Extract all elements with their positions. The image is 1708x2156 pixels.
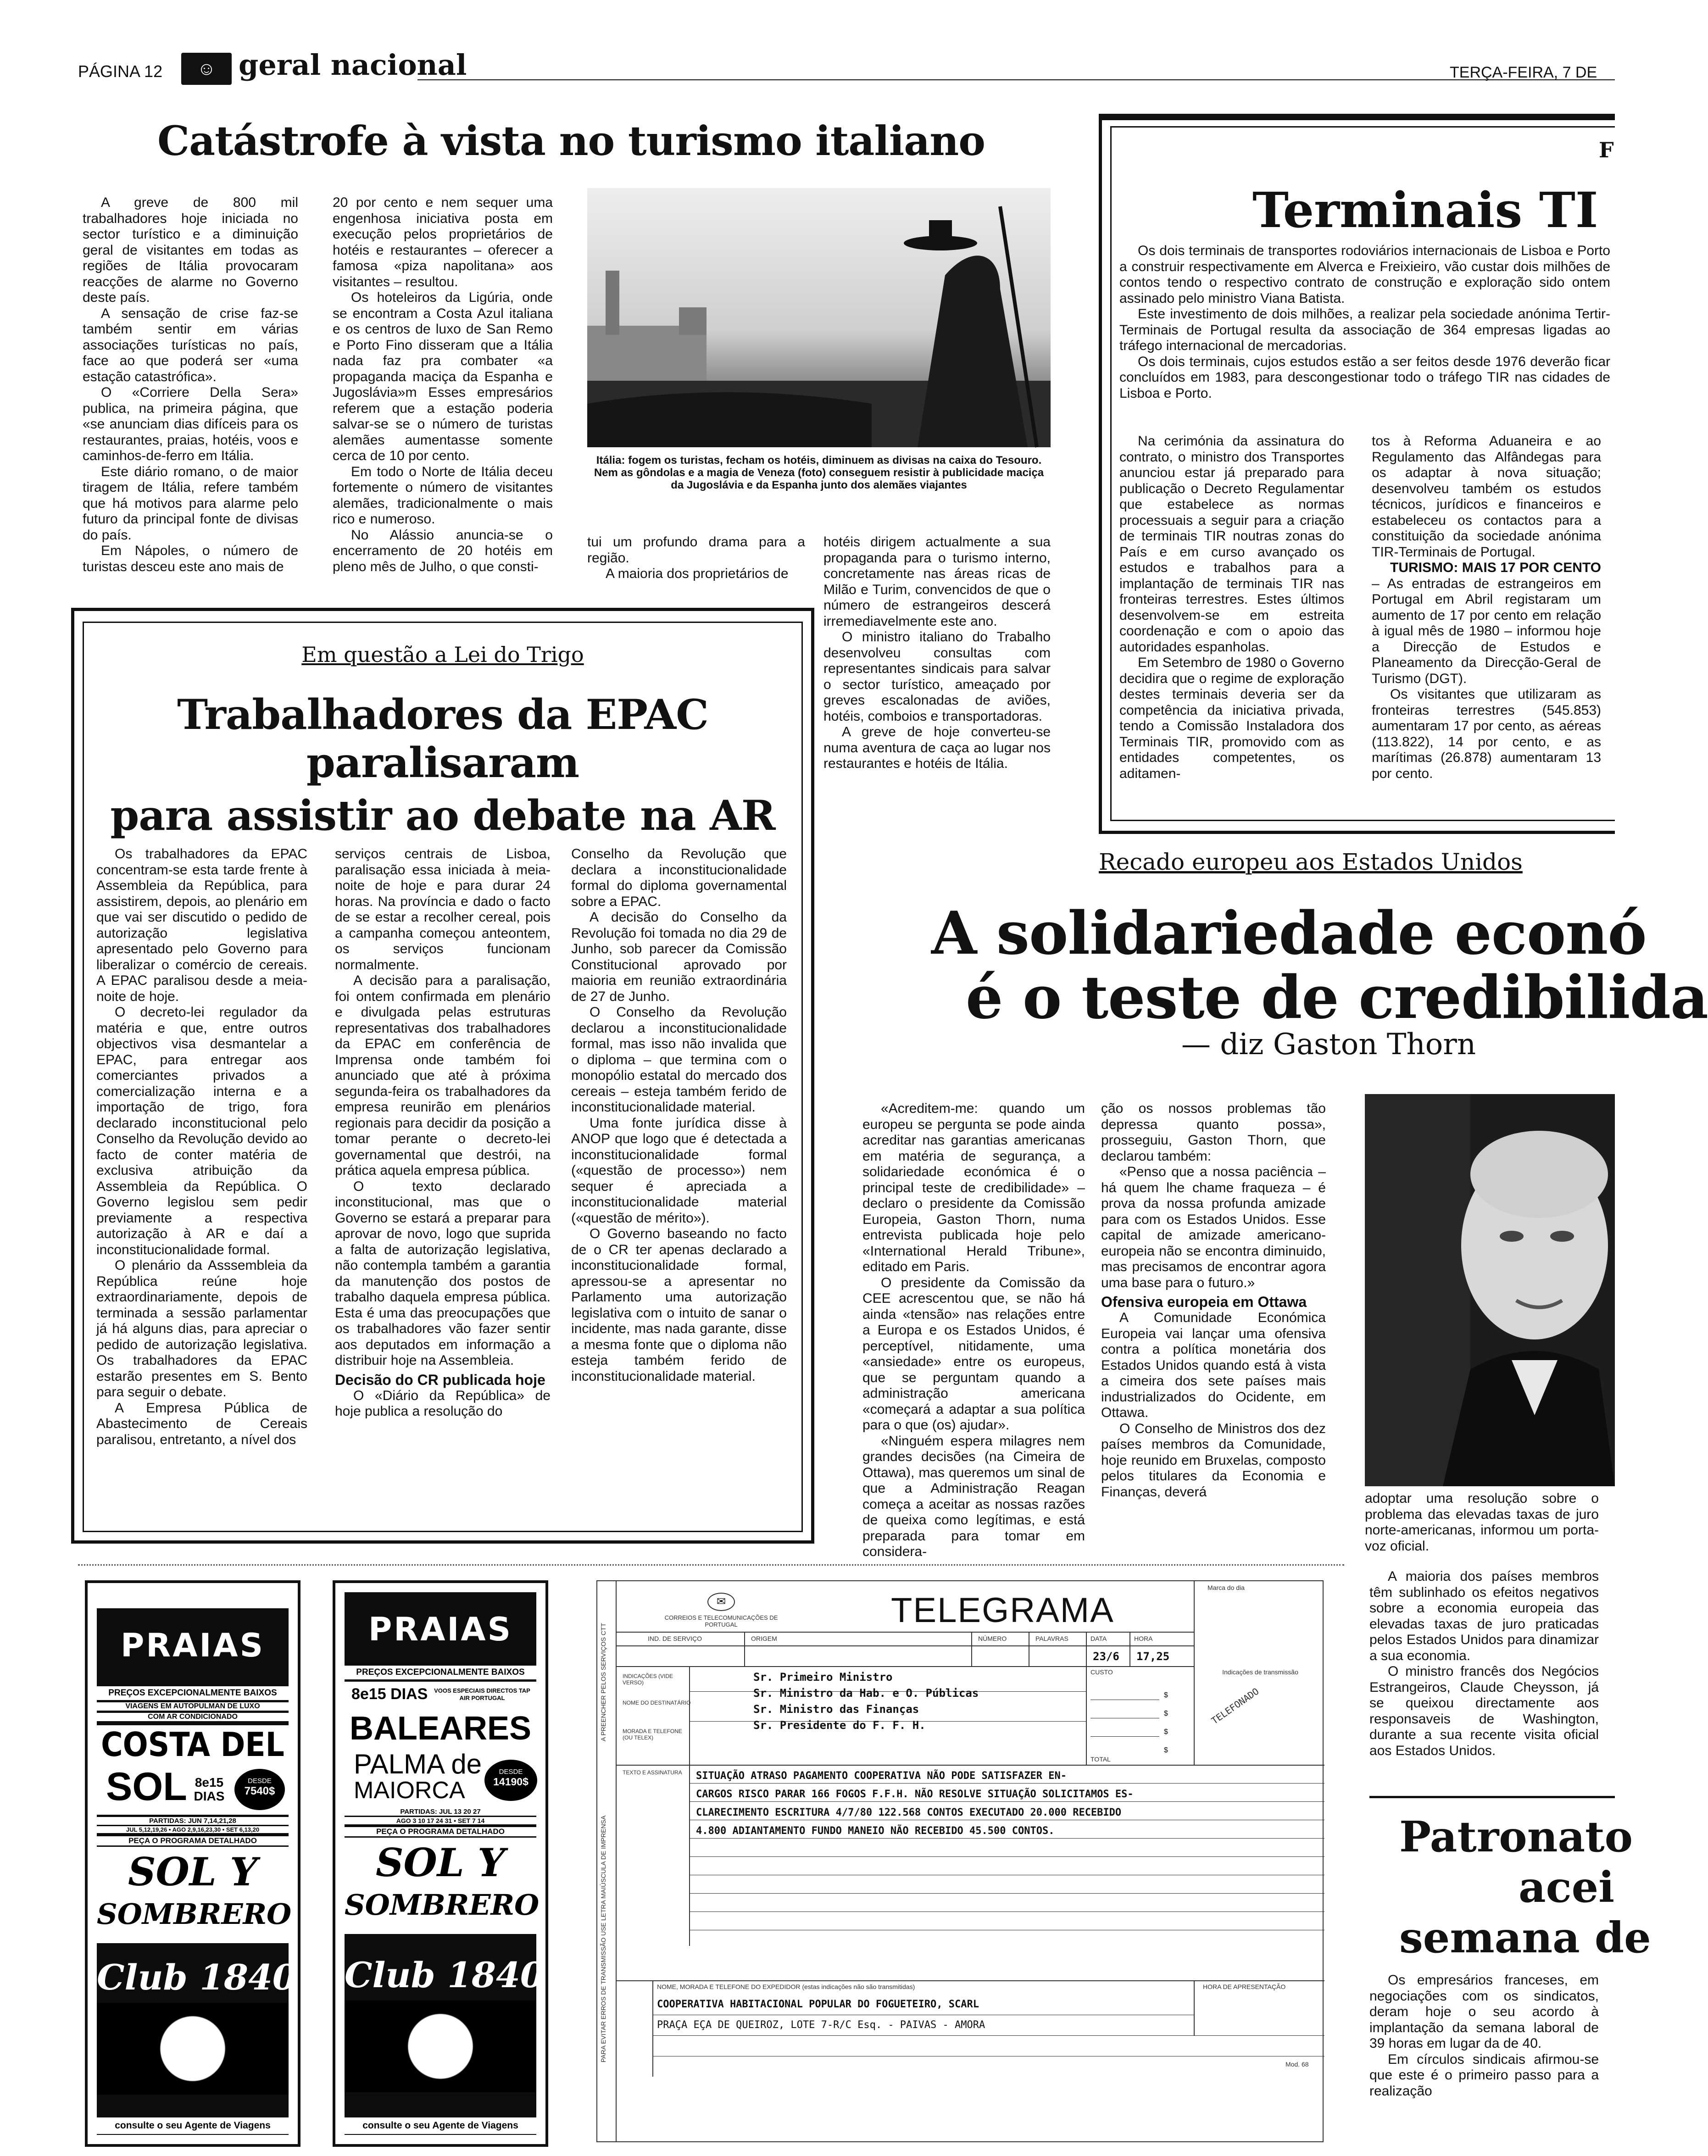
paragraph: O ministro italiano do Trabalho desenvolveu consultas com representantes sindicais para salvar o sector turístico, ameaçado por greves escalonadas de aviões, hotéis, comboios e transportadoras. <box>823 629 1051 724</box>
total-label: TOTAL <box>1090 1756 1111 1763</box>
paragraph: A greve de hoje converteu-se numa aventura de caça ao lugar nos restaurantes e hotéis de Itália. <box>823 724 1051 771</box>
paragraph: Em círculos sindicais afirmou-se que este é o primeiro passo para a realização <box>1369 2051 1599 2099</box>
marca-do-dia: Marca do dia <box>1207 1584 1245 1591</box>
telegram-form <box>596 1580 1324 2142</box>
ad-price: 7540$ <box>244 1785 275 1797</box>
ctt-logo-icon: ✉ <box>707 1593 735 1611</box>
paragraph: tui um profundo drama para a região. <box>587 534 805 566</box>
ad-brand: PRAIAS <box>368 1611 512 1648</box>
paragraph: Em Setembro de 1980 o Governo decidira que o regime de exploração destes terminais deveria ser da competência da iniciativa privada, tendo a Comissão Instaladora dos Terminais TIR, promovido com as entidades competentes, os aditamen- <box>1119 655 1344 781</box>
italy-headline: Catástrofe à vista no turismo italiano <box>157 117 985 165</box>
section-title: geral nacional <box>239 48 467 82</box>
paragraph: «Ninguém espera milagres nem grandes decisões (na Cimeira de Ottawa), mas queremos um sinal de que a Administração Reagan começa a aceitar as nossas razões de queixa como legítimas, e está preparada para tomar em considera- <box>862 1433 1085 1559</box>
ad-tagline-3: COM AR CONDICIONADO <box>97 1713 289 1721</box>
telegram-side-label-2: PARA EVITAR ERROS DE TRANSMISSÃO USE LETRA MAIÚSCULA DE IMPRENSA <box>600 1815 607 2063</box>
telegram-side-label: A PREENCHER PELOS SERVIÇOS CTT <box>600 1623 607 1742</box>
tir-corner-letter: F <box>1599 138 1614 162</box>
paragraph: 20 por cento e nem sequer uma engenhosa iniciativa posta em execução pelos proprietários de hotéis e restaurantes – oferecer a famosa «piza napolitana» aos visitantes – resultou. <box>333 195 553 289</box>
ad-tagline: PREÇOS EXCEPCIONALMENTE BAIXOS <box>345 1666 536 1679</box>
paragraph: ção os nossos problemas tão depressa quanto possa», prosseguiu, Gaston Thorn, que declarou também: <box>1101 1101 1326 1164</box>
paragraph: Em todo o Norte de Itália deceu fortemente o número de visitantes alemães, tradicionalmente o mais rico e numeroso. <box>333 464 553 527</box>
ad-program: PEÇA O PROGRAMA DETALHADO <box>97 1836 289 1845</box>
ad-club: Club 1840 <box>345 1955 545 1995</box>
epac-headline-line1: Trabalhadores da EPAC <box>177 690 708 739</box>
paragraph: tos à Reforma Aduaneira e ao Regulamento das Alfândegas para os adaptar à nova situação; desenvolveu também os estudos técnicos, jurídicos e financeiros e estabeleceu os contactos para a constituição da sociedade anónima TIR-Terminais de Portugal. <box>1372 433 1601 560</box>
ad-sol-y: SOL Y <box>375 1840 506 1885</box>
ad-club-emblem-icon <box>345 2000 536 2092</box>
ad-destination-3: MAIORCA <box>354 1777 465 1804</box>
paragraph <box>1372 560 1601 687</box>
ad-from: DESDE <box>499 1768 523 1776</box>
label-destinatario: NOME DO DESTINATÁRIO <box>623 1700 691 1706</box>
paragraph: O Conselho de Ministros dos dez países membros da Comunidade, hoje reunido em Bruxelas, composto pelos titulares da Economia e Finanças, deverá <box>1101 1421 1326 1500</box>
ad-price: 14190$ <box>493 1776 529 1788</box>
ad-dates: PARTIDAS: JUN 7,14,21,28 <box>97 1817 289 1825</box>
ads-divider <box>78 1564 1344 1566</box>
paragraph: A decisão para a paralisação, foi ontem confirmada em plenário e divulgada pelas estruturas representativas dos trabalhadores da EPAC em conferência de Imprensa onde também foi anunciado que até à próxima segunda-feira os trabalhadores da empresa reunirão em plenários regionais para decidir da posição a tomar perante o decreto-lei governamental que destrói, na prática aquela empresa pública. <box>335 973 551 1178</box>
paragraph: O presidente da Comissão da CEE acrescentou que, se não há ainda «tensão» nas relações entre a Europa e os Estados Unidos, é perceptível, nitidamente, uma «ansiedade» entre os europeus, que se perguntam quando a administração americana «começará a adaptar a sua política para o que (os) ajudar». <box>862 1275 1085 1433</box>
eu-col2 <box>1101 1101 1326 1500</box>
ad-from: DESDE <box>248 1777 272 1785</box>
expedidor-label: NOME, MORADA E TELEFONE DO EXPEDIDOR (estas indicações não são transmitidas) <box>657 1983 915 1990</box>
recipient-3: Sr. Ministro das Finanças <box>753 1703 919 1716</box>
header-data: DATA <box>1090 1635 1107 1642</box>
patronato-rule <box>1369 1796 1615 1798</box>
paragraph: Os dois terminais, cujos estudos estão a ser feitos desde 1976 deverão ficar concluídos em 1983, para descongestionar todo o tráfego TIR nas cidades de Lisboa e Porto. <box>1119 354 1610 401</box>
section-logo-icon: ☺ <box>181 53 232 85</box>
venice-photo <box>587 188 1051 447</box>
patronato-headline-line3: semana de <box>1399 1913 1651 1962</box>
expedidor-line-2: PRAÇA EÇA DE QUEIROZ, LOTE 7-R/C Esq. - PAIVAS - AMORA <box>657 2019 985 2031</box>
turismo-label: TURISMO: MAIS 17 POR CENTO <box>1390 560 1601 575</box>
telegram-text-4: 4.800 ADIANTAMENTO FUNDO MANEIO NÃO RECEBIDO 45.500 CONTOS. <box>696 1825 1055 1837</box>
ad-tagline: PREÇOS EXCEPCIONALMENTE BAIXOS <box>97 1686 289 1700</box>
cost-dollar-3: $ <box>1164 1728 1168 1736</box>
italy-col1 <box>83 195 298 575</box>
recipient-4: Sr. Presidente do F. F. H. <box>753 1719 926 1732</box>
telegram-text-3: CLARECIMENTO ESCRITURA 4/7/80 122.568 CONTOS EXECUTADO 20.000 RECEBIDO <box>696 1807 1122 1818</box>
eu-headline-line1: A solidariedade econó <box>931 899 1647 968</box>
paragraph: adoptar uma resolução sobre o problema das elevadas taxas de juro norte-americanas, informou um porta-voz oficial. <box>1365 1491 1599 1554</box>
recipient-2: Sr. Ministro da Hab. e O. Públicas <box>753 1687 979 1700</box>
expedidor-line-1: COOPERATIVA HABITACIONAL POPULAR DO FOGUETEIRO, SCARL <box>657 1999 979 2010</box>
page-date: TERÇA-FEIRA, 7 DE <box>1450 64 1597 81</box>
eu-col3 <box>1365 1491 1599 1554</box>
label-morada: MORADA E TELEFONE (OU TELEX) <box>623 1728 682 1741</box>
eu-headline-line2: é o teste de credibilida <box>966 963 1708 1032</box>
ad-brand: PRAIAS <box>120 1627 265 1664</box>
paragraph: O Conselho da Revolução declarou a inconstitucionalidade formal, mas isso não invalida que o diploma – que termina com o monopólio estatal do mercado dos cereais – esteja também ferido de inconstitucionalidade material. <box>571 1005 787 1115</box>
patronato-headline-line1: Patronato <box>1399 1812 1633 1861</box>
cost-dollar-4: $ <box>1164 1746 1168 1754</box>
telefonado-stamp: TELEFONADO <box>1209 1685 1261 1727</box>
ad-club-emblem-icon <box>97 2003 289 2095</box>
hora-apresentacao-label: HORA DE APRESENTAÇÃO <box>1203 1983 1286 1990</box>
recipient-1: Sr. Primeiro Ministro <box>753 1671 893 1684</box>
gaston-thorn-photo <box>1365 1094 1615 1486</box>
ad-sol-y: SOL Y <box>128 1849 258 1895</box>
paragraph: Em Nápoles, o número de turistas desceu este ano mais de <box>83 543 298 574</box>
ad-days: 8e15 DIAS <box>351 1685 428 1703</box>
cost-dollar-2: $ <box>1164 1710 1168 1717</box>
ad-agent: consulte o seu Agente de Viagens <box>345 2117 536 2134</box>
indicacoes-transmissao: Indicações de transmissão <box>1222 1668 1298 1676</box>
page-number: PÁGINA 12 <box>78 62 163 81</box>
ad-club: Club 1840 <box>97 1957 297 1998</box>
epac-col2 <box>335 846 551 1420</box>
paragraph: A Empresa Pública de Abastecimento de Cereais paralisou, entretanto, a nível dos <box>96 1400 307 1447</box>
epac-col1 <box>96 846 307 1448</box>
cost-dollar-1: $ <box>1164 1691 1168 1699</box>
eu-subhead: Ofensiva europeia em Ottawa <box>1101 1294 1307 1310</box>
tir-col2 <box>1372 433 1601 782</box>
header-hora: HORA <box>1134 1635 1153 1642</box>
paragraph: O «Diário da República» de hoje publica a resolução do <box>335 1388 551 1419</box>
paragraph: serviços centrais de Lisboa, paralisação essa iniciada à meia-noite de hoje e para durar 24 horas. Na província e dado o facto de se estar a recolher cereal, pois a campanha começou anteontem, os serviços funcionam normalmente. <box>335 846 551 972</box>
ad-sombrero: SOMBRERO <box>97 1897 292 1931</box>
paragraph-text: – As entradas de estrangeiros em Portugal em Abril registaram um aumento de 17 por cento em relação à igual mês de 1980 – informou hoje a Direcção de Estudos e Planeamento da Direcção-Geral de Turismo (DGT). <box>1372 576 1601 686</box>
tir-lead <box>1119 243 1610 401</box>
tir-headline: Terminais TI <box>1252 181 1598 239</box>
paragraph: Na cerimónia da assinatura do contrato, o ministro dos Transportes anunciou estar já preparado para publicação o Decreto Regulamentar que estabelece as normas processuais a seguir para a criação de terminais TIR noutras zonas do País e em curso avançado os estudos e trabalhos para a implantação de terminais TIR nas fronteiras terrestres. Estes últimos desenvolvem-se em estreita coordenação e com o apoio das autoridades espanholas. <box>1119 433 1344 655</box>
tir-col1 <box>1119 433 1344 782</box>
ad-agent: consulte o seu Agente de Viagens <box>97 2117 289 2134</box>
form-model: Mod. 68 <box>1285 2061 1309 2068</box>
italy-col4 <box>823 534 1051 772</box>
ad-dates: PARTIDAS: JUL 13 20 27 <box>345 1808 536 1816</box>
praias-ad-costa-del-sol[interactable] <box>85 1580 300 2147</box>
paragraph: A greve de 800 mil trabalhadores hoje iniciada no sector turístico e a diminuição geral de visitantes em todas as regiões de Itália provocaram reacções de alarme no Governo deste país. <box>83 195 298 305</box>
paragraph: O «Corriere Della Sera» publica, na primeira página, que «se anunciam dias difíceis para os restaurantes, praias, hotéis, voos e caminhos-de-ferro em Itália. <box>83 385 298 463</box>
header-numero: NÚMERO <box>978 1635 1007 1642</box>
ad-destination-2: PALMA de <box>354 1749 482 1779</box>
epac-headline-line2: paralisaram <box>306 739 579 787</box>
paragraph: O decreto-lei regulador da matéria e que, entre outros objectivos visa desmantelar a EPAC, para entregar aos comerciantes privados a comercialização interna e a importação de trigo, fora declarado inconstitucional pelo Conselho da Revolução devido ao facto de conter matéria de exclusiva atribuição da Assembleia da República. O Governo legislou sem pedir previamente a respectiva autorização à AR e daí a inconstitucionalidade formal. <box>96 1005 307 1257</box>
header-origem: ORIGEM <box>751 1635 777 1642</box>
patronato-text <box>1369 1973 1599 2099</box>
eu-col3-rest <box>1369 1569 1599 1759</box>
header-palavras: PALAVRAS <box>1035 1635 1068 1642</box>
paragraph: A Comunidade Económica Europeia vai lançar uma ofensiva contra a política monetária dos Estados Unidos quando está à vista a cimeira dos sete países mais industrializados do Ocidente, em Ottawa. <box>1101 1310 1326 1420</box>
paragraph: Este investimento de dois milhões, a realizar pela sociedade anónima Tertir-Terminais de Portugal resulta da associação de 364 empresas ligadas ao tráfego internacional de mercadorias. <box>1119 306 1610 353</box>
ad-destination: BALEARES <box>345 1709 536 1748</box>
paragraph: hotéis dirigem actualmente a sua propaganda para o turismo interno, concretamente nas áreas ricas de Milão e Turim, convencidos de que o número de estrangeiros descerá irremediavelmente este ano. <box>823 534 1051 629</box>
epac-headline-line3: para assistir ao debate na AR <box>110 791 775 840</box>
paragraph: O texto declarado inconstitucional, mas que o Governo se estará a preparar para aprovar de novo, logo que suprida a falta de autorização legislativa, não contempla também a garantia da manutenção dos postos de trabalho daquela empresa pública. Esta é uma das preocupações que os trabalhadores vão fazer sentir aos deputados em informação a distribuir hoje na Assembleia. <box>335 1178 551 1368</box>
paragraph: O ministro francês dos Negócios Estrangeiros, Claude Cheysson, já se queixou directamente aos responsaveis de Washington, durante a sua recente visita oficial aos Estados Unidos. <box>1369 1664 1599 1758</box>
ad-dates-2: AGO 3 10 17 24 31 • SET 7 14 <box>345 1817 536 1824</box>
ad-days: 8e15 DIAS <box>194 1775 225 1803</box>
paragraph: Este diário romano, o de maior tiragem de Itália, refere também que há motivos para alarme pelo futuro da principal fonte de divisas do país. <box>83 464 298 543</box>
ctt-name: CORREIOS E TELECOMUNICAÇÕES DE PORTUGAL <box>664 1614 778 1628</box>
epac-kicker: Em questão a Lei do Trigo <box>301 642 584 667</box>
patronato-headline-line2: acei <box>1519 1862 1615 1912</box>
telegram-text-2: CARGOS RISCO PARAR 166 FOGOS F.F.H. NÃO RESOLVE SITUAÇÃO SOLICITAMOS ES- <box>696 1789 1134 1800</box>
paragraph: Os empresários franceses, em negociações com os sindicatos, deram hoje o seu acordo à implantação da semana laboral de 39 horas em lugar da de 40. <box>1369 1973 1599 2051</box>
praias-ad-baleares[interactable] <box>333 1580 548 2147</box>
italy-col2 <box>333 195 553 575</box>
paragraph: Os dois terminais de transportes rodoviários internacionais de Lisboa e Porto a construir respectivamente em Alverca e Freixieiro, vão custar dois milhões de contos tendo o respectivo contrato de construção e exploração sido ontem assinado pelo ministro Viana Batista. <box>1119 243 1610 306</box>
custo-label: CUSTO <box>1090 1668 1113 1676</box>
paragraph: O plenário da Asssembleia da República reúne hoje extraordinariamente, depois de terminada a sessão parlamentar já há alguns dias, para apreciar o pedido de autorização legislativa. Os trabalhadores da EPAC estarão presentes em S. Bento para seguir o debate. <box>96 1258 307 1400</box>
paragraph: «Penso que a nossa paciência – há quem lhe chame fraqueza – é prova da nossa profunda amizade para com os Estados Unidos. Esse capital de amizade americano-europeia não se encontra diminuido, mas precisamos de encontrar agora uma base para o futuro.» <box>1101 1164 1326 1290</box>
label-indicacoes: INDICAÇÕES (VIDE VERSO) <box>623 1673 673 1686</box>
masthead <box>0 48 1615 83</box>
photo-caption: Itália: fogem os turistas, fecham os hotéis, diminuem as divisas na caixa do Tesouro. Nem as gôndolas e a magia de Veneza (foto) conseguem resistir à publicidade maciça da Jugoslávia e da Espanha junto dos alemães viajantes <box>594 454 1044 491</box>
telegram-date: 23/6 <box>1093 1650 1119 1663</box>
paragraph: O Governo baseando no facto de o CR ter apenas declarado a inconstitucionalidade formal, apressou-se a apresentar no Parlamento uma autorização legislativa com o intuito de sanar o incidente, mas nada garante, disse a mesma fonte que o diploma não esteja também ferido de inconstitucionalidade material. <box>571 1226 787 1384</box>
eu-kicker: Recado europeu aos Estados Unidos <box>1099 849 1523 875</box>
ad-tagline-2: VIAGENS EM AUTOPULMAN DE LUXO <box>97 1702 289 1711</box>
paragraph: «Acreditem-me: quando um europeu se pergunta se pode ainda acreditar nas garantias americanas em matéria de segurança, a solidariedade económica é o principal teste de credibilidade» – declaro o presidente da Comissão Europeia, Gaston Thorn, numa entrevista publicada hoje pelo «International Herald Tribune», editado em Paris. <box>862 1101 1085 1274</box>
paragraph: A maioria dos países membros têm sublinhado os efeitos negativos sobre a economia europeia das elevadas taxas de juro praticadas pelos Estados Unidos para dinamizar a sua economia. <box>1369 1569 1599 1663</box>
ad-destination-2: SOL <box>106 1765 187 1809</box>
paragraph: Os hoteleiros da Ligúria, onde se encontram a Costa Azul italiana e os centros de luxo de San Remo e Porto Fino disseram que a Itália nada faz pra combater «a propaganda maciça da Espanha e Jugoslávia»m Esses empresários referem que a estação poderia salvar-se se o número de turistas alemães aumentasse somente cerca de 10 por cento. <box>333 290 553 463</box>
paragraph: Uma fonte jurídica disse à ANOP que logo que é detectada a inconstitucionalidade formal («questão de processo») nem sequer é apreciada a inconstitucionalidade material («questão de mérito»). <box>571 1115 787 1226</box>
epac-col3 <box>571 846 787 1384</box>
paragraph: Conselho da Revolução que declara a inconstitucionalidade formal do diploma governamental sobre a EPAC. <box>571 846 787 909</box>
ad-sombrero: SOMBRERO <box>345 1888 540 1922</box>
paragraph: A maioria dos proprietários de <box>606 566 789 581</box>
label-texto: TEXTO E ASSINATURA <box>623 1769 682 1776</box>
header-ind-servico: IND. DE SERVIÇO <box>648 1635 702 1642</box>
epac-subhead: Decisão do CR publicada hoje <box>335 1371 545 1388</box>
paragraph: A decisão do Conselho da Revolução foi tomada no dia 29 de Junho, sob parecer da Comissão Constitucional aprovado por maioria em reunião extraordinária de 27 de Junho. <box>571 910 787 1004</box>
ad-dates-2: JUL 5,12,19,26 • AGO 2,9,16,23,30 • SET 6,13,20 <box>97 1826 289 1833</box>
paragraph: No Alássio anuncia-se o encerramento de 20 hotéis em pleno mês de Julho, o que consti- <box>333 527 553 574</box>
ad-program: PEÇA O PROGRAMA DETALHADO <box>345 1827 536 1836</box>
ad-tap: VOOS ESPECIAIS DIRECTOS TAP AIR PORTUGAL <box>434 1687 530 1701</box>
eu-col1 <box>862 1101 1085 1560</box>
ad-price-badge <box>234 1769 285 1810</box>
paragraph: Os visitantes que utilizaram as fronteiras terrestres (545.853) aumentaram 17 por cento, as aéreas (113.822), 14 por cento, e as marítimas (26.878) aumentaram 13 por cento. <box>1372 687 1601 781</box>
ad-price-badge <box>484 1760 537 1801</box>
telegram-text-1: SITUAÇÃO ATRASO PAGAMENTO COOPERATIVA NÃO PODE SATISFAZER EN- <box>696 1770 1067 1782</box>
paragraph: Os trabalhadores da EPAC concentram-se esta tarde frente à Assembleia da República, para assistirem, depois, ao plenário em que vai ser discutido o pedido de autorização legislativa apresentado pelo Governo para liberalizar o comércio de cereais. A EPAC paralisou desde a meia-noite de hoje. <box>96 846 307 1004</box>
paragraph: A sensação de crise faz-se também sentir em várias associações turísticas no país, face ao que poderá ser «uma estação catastrófica». <box>83 306 298 384</box>
italy-col3 <box>587 534 805 582</box>
ad-destination: COSTA DEL <box>97 1725 289 1764</box>
telegram-time: 17,25 <box>1136 1650 1170 1663</box>
telegram-title: TELEGRAMA <box>891 1591 1114 1630</box>
eu-byline: — diz Gaston Thorn <box>1181 1028 1476 1061</box>
